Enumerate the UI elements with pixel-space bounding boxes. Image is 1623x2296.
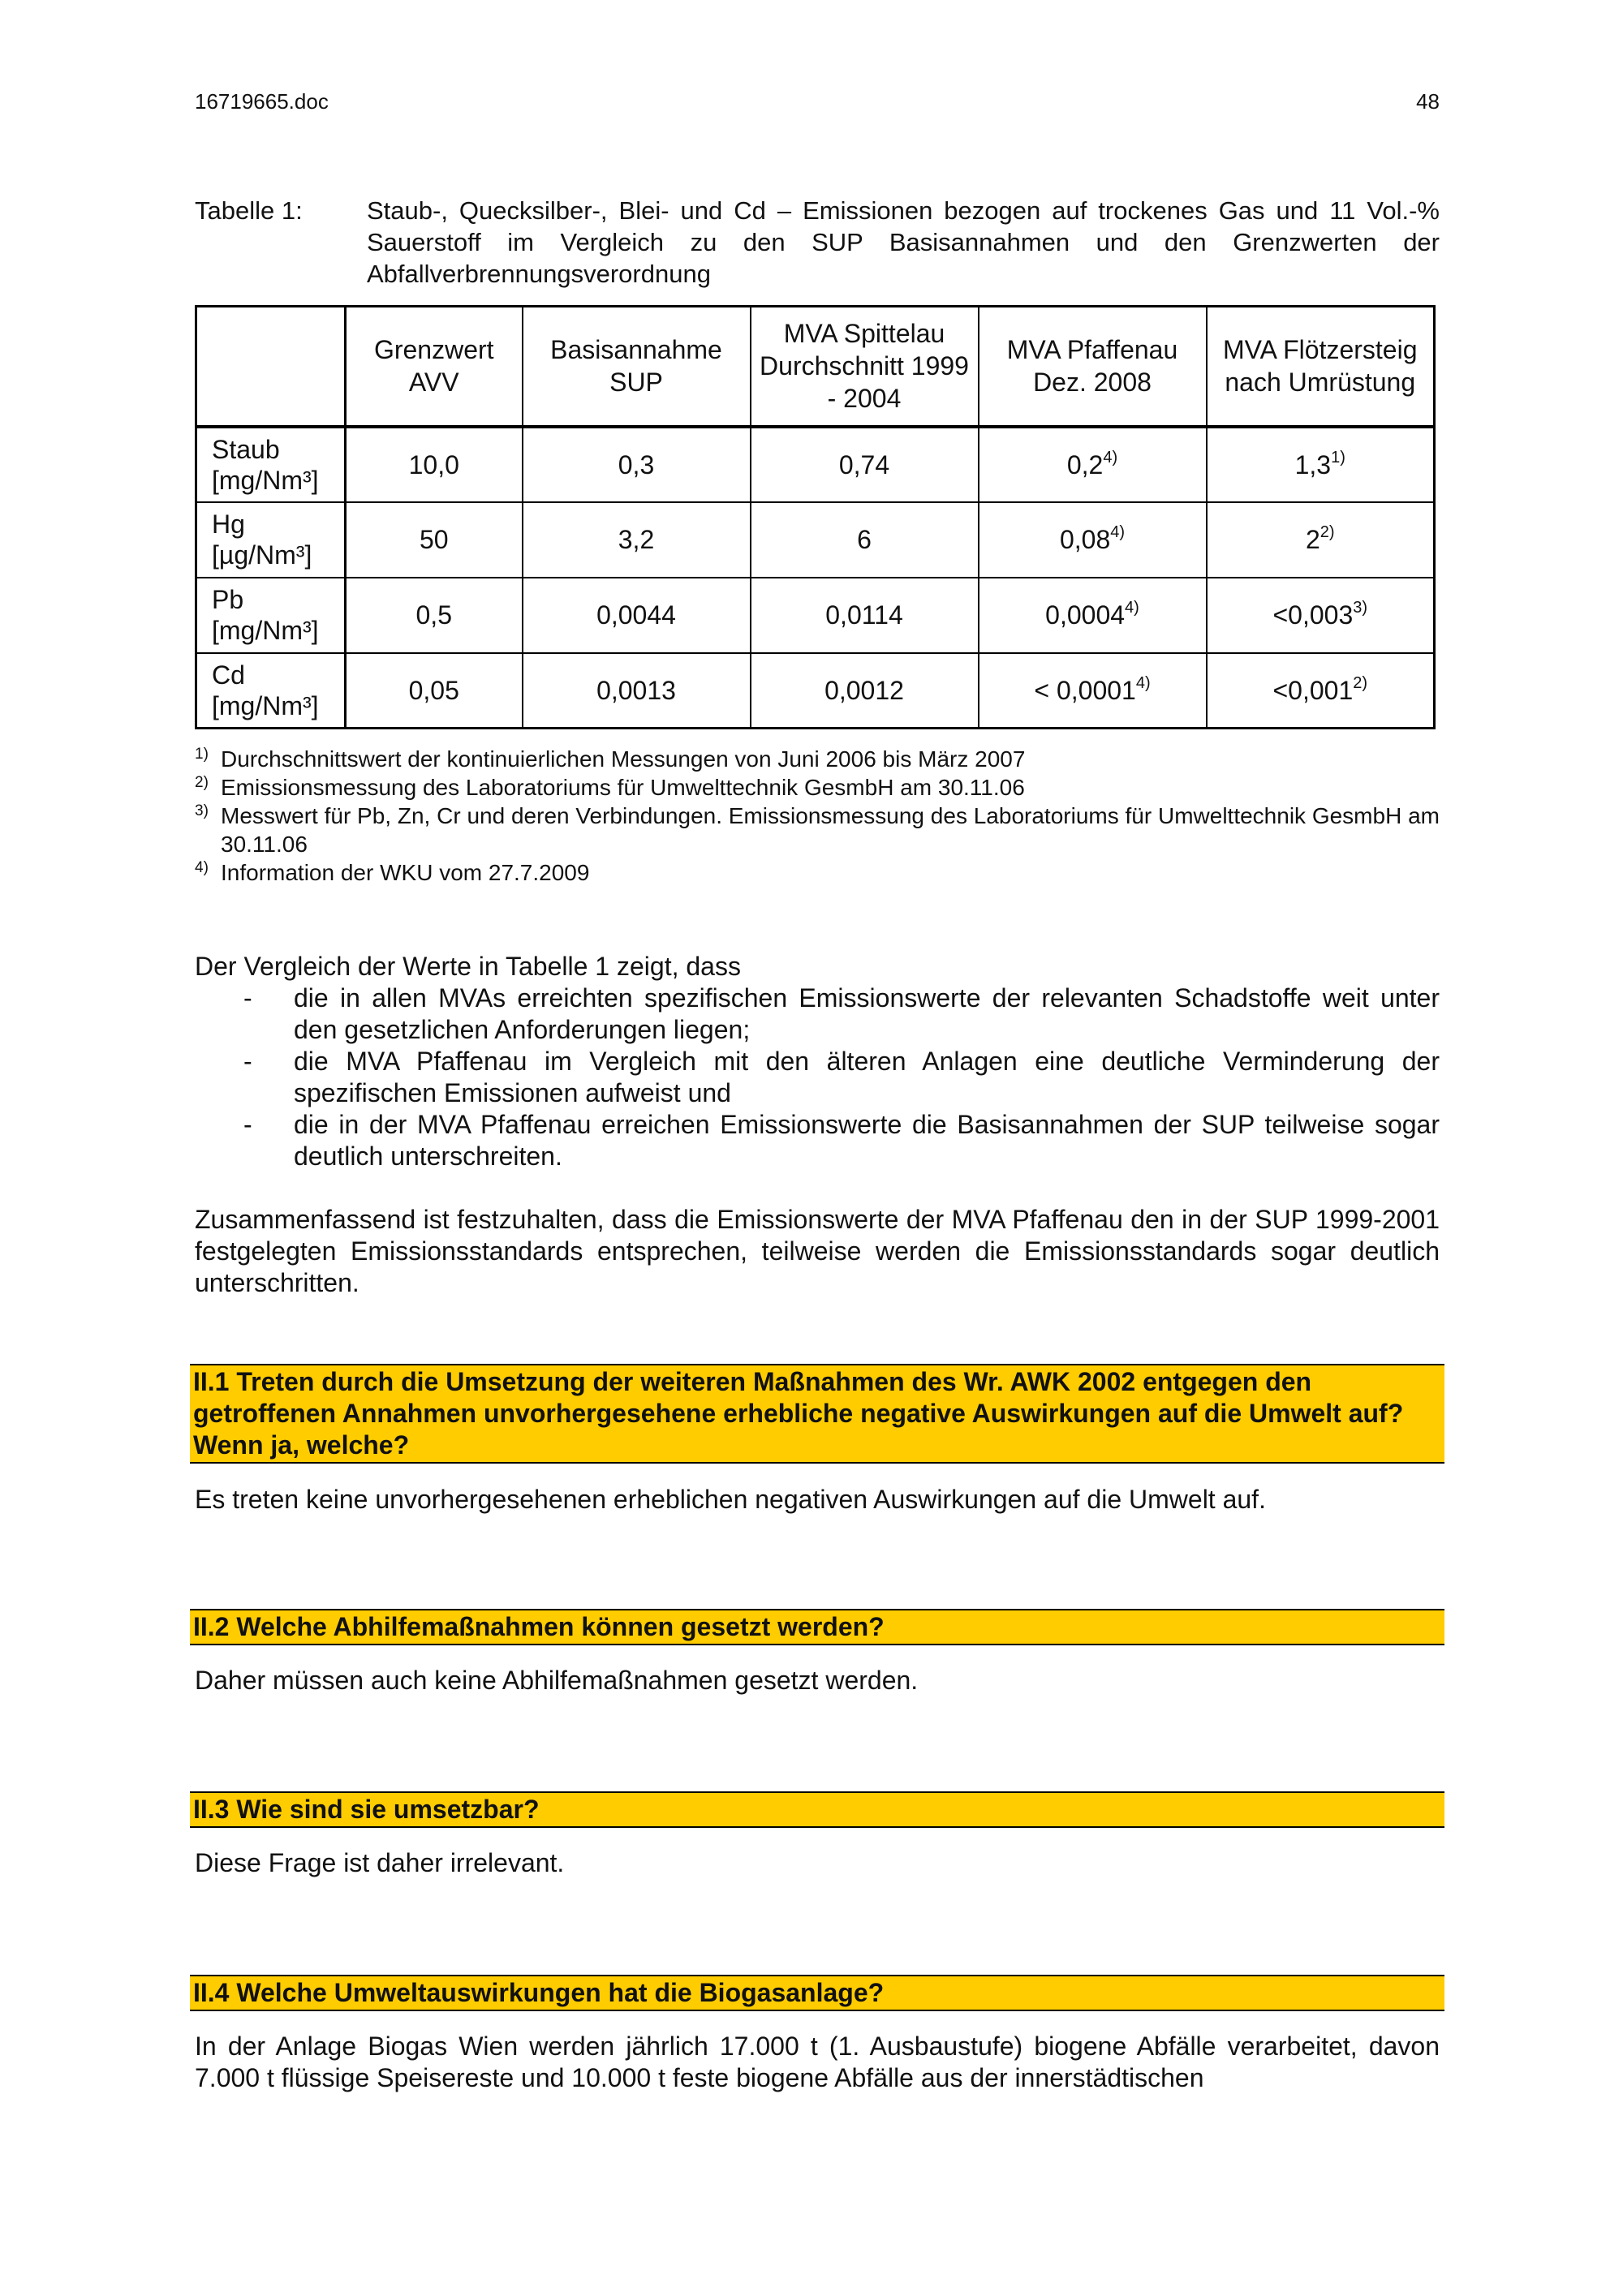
table-cell: 0,0013 [523, 653, 751, 729]
table-cell [1207, 427, 1435, 502]
table-cell [979, 653, 1207, 729]
section-body-ii-3: Diese Frage ist daher irrelevant. [195, 1848, 565, 1877]
footnote-number: 2) [195, 774, 209, 791]
section-heading-ii-1: II.1 Treten durch die Umsetzung der weiteren Maßnahmen des Wr. AWK 2002 entgegen den getroffenen Annahmen unvorhergesehene erhebliche negative Auswirkungen auf die Umwelt auf? Wenn ja, welche? [190, 1364, 1444, 1464]
section-heading-ii-2: II.2 Welche Abhilfemaßnahmen können gesetzt werden? [190, 1609, 1444, 1645]
list-item [195, 1109, 1440, 1172]
table-row-label: Pb [mg/Nm³] [196, 578, 346, 653]
table-cell [1207, 653, 1435, 729]
table-caption-label: Tabelle 1: [195, 196, 303, 225]
table-cell: 0,3 [523, 427, 751, 502]
table-row [196, 653, 1435, 729]
footnote-ref: 1) [1331, 448, 1345, 467]
table-caption-text: Staub-, Quecksilber-, Blei- und Cd – Emissionen bezogen auf trockenes Gas und 11 Vol.-% Sauerstoff im Vergleich zu den SUP Basisannahmen und den Grenzwerten der Abfallverbrennungsverordnung [367, 196, 1440, 288]
footnote-ref: 4) [1110, 523, 1126, 541]
table-cell: 0,0012 [751, 653, 979, 729]
table-cell-value: <0,003 [1272, 600, 1354, 630]
footnote [195, 858, 1440, 887]
table-header-grenzwert: Grenzwert AVV [346, 307, 523, 427]
table-caption [195, 195, 1440, 290]
bullet-dash: - [243, 983, 252, 1013]
footnote-text: Durchschnittswert der kontinuierlichen Messungen von Juni 2006 bis März 2007 [221, 746, 1026, 772]
table-header-floetzersteig: MVA Flötzersteig nach Umrüstung [1207, 307, 1435, 427]
table-cell: 10,0 [346, 427, 523, 502]
table-cell-value: 0,0004 [1045, 600, 1126, 630]
list-item-text: die in der MVA Pfaffenau erreichen Emissionswerte die Basisannahmen der SUP teilweise sogar deutlich unterschreiten. [294, 1110, 1440, 1171]
table-cell [1207, 578, 1435, 653]
table-row [196, 427, 1435, 502]
table-cell: 0,74 [751, 427, 979, 502]
table-cell-value: 0,08 [1059, 525, 1111, 554]
table-cell: 0,5 [346, 578, 523, 653]
footnote-number: 3) [195, 802, 209, 819]
table-row [196, 578, 1435, 653]
footnote [195, 802, 1440, 858]
section-body-ii-4: In der Anlage Biogas Wien werden jährlich 17.000 t (1. Ausbaustufe) biogene Abfälle verarbeitet, davon 7.000 t flüssige Speisereste und 10.000 t feste biogene Abfälle aus der innerstädtischen [195, 2032, 1440, 2092]
table-row-label: Cd [mg/Nm³] [196, 653, 346, 729]
table-header-basisannahme: Basisannahme SUP [523, 307, 751, 427]
footnote [195, 745, 1440, 773]
footnote-ref: 2) [1319, 523, 1335, 541]
table-cell-value: <0,001 [1272, 675, 1354, 705]
footnote-text: Emissionsmessung des Laboratoriums für Umwelttechnik GesmbH am 30.11.06 [221, 775, 1025, 800]
comparison-intro: Der Vergleich der Werte in Tabelle 1 zeigt, dass [195, 952, 741, 981]
table-cell: 0,05 [346, 653, 523, 729]
section-heading-ii-4: II.4 Welche Umweltauswirkungen hat die Biogasanlage? [190, 1975, 1444, 2011]
emissions-table [195, 305, 1436, 729]
table-cell-value: 2 [1305, 525, 1320, 554]
list-item-text: die MVA Pfaffenau im Vergleich mit den älteren Anlagen eine deutliche Verminderung der spezifischen Emissionen aufweist und [294, 1047, 1440, 1107]
table-cell [979, 578, 1207, 653]
table-row [196, 502, 1435, 578]
footnote-ref: 4) [1135, 673, 1151, 692]
footnote [195, 773, 1440, 802]
footnote-text: Messwert für Pb, Zn, Cr und deren Verbindungen. Emissionsmessung des Laboratoriums für Umwelttechnik GesmbH am 30.11.06 [221, 803, 1440, 857]
section-body-ii-1: Es treten keine unvorhergesehenen erheblichen negativen Auswirkungen auf die Umwelt auf. [195, 1485, 1266, 1514]
summary-paragraph: Zusammenfassend ist festzuhalten, dass die Emissionswerte der MVA Pfaffenau den in der SUP 1999-2001 festgelegten Emissionsstandards entsprechen, teilweise werden die Emissionsstandards sogar deutlich unterschritten. [195, 1205, 1440, 1297]
list-item [195, 1046, 1440, 1109]
footnote-number: 4) [195, 859, 209, 876]
bullet-dash: - [243, 1110, 252, 1139]
table-cell: 6 [751, 502, 979, 578]
header-page-number: 48 [1416, 89, 1440, 114]
section-heading-ii-3: II.3 Wie sind sie umsetzbar? [190, 1791, 1444, 1828]
footnotes [195, 745, 1440, 887]
footnote-ref: 4) [1103, 448, 1118, 467]
table-row-label: Hg [µg/Nm³] [196, 502, 346, 578]
table-cell-value: < 0,0001 [1034, 675, 1136, 705]
footnote-ref: 3) [1353, 599, 1368, 617]
table-cell-value: 0,2 [1066, 449, 1104, 479]
table-header-empty [196, 307, 346, 427]
table-cell [979, 427, 1207, 502]
footnote-text: Information der WKU vom 27.7.2009 [221, 860, 590, 885]
header-filename: 16719665.doc [195, 89, 329, 114]
list-item-text: die in allen MVAs erreichten spezifischen Emissionswerte der relevanten Schadstoffe weit unter den gesetzlichen Anforderungen liegen; [294, 983, 1440, 1044]
footnote-ref: 4) [1125, 599, 1139, 617]
table-cell: 0,0114 [751, 578, 979, 653]
table-cell: 50 [346, 502, 523, 578]
table-cell: 3,2 [523, 502, 751, 578]
comparison-bullet-list [195, 982, 1440, 1172]
table-cell-value: 1,3 [1294, 449, 1332, 479]
table-cell: 0,0044 [523, 578, 751, 653]
table-header-pfaffenau: MVA Pfaffenau Dez. 2008 [979, 307, 1207, 427]
table-header-spittelau: MVA Spittelau Durchschnitt 1999 - 2004 [751, 307, 979, 427]
bullet-dash: - [243, 1047, 252, 1076]
footnote-ref: 2) [1353, 673, 1368, 692]
section-body-ii-2: Daher müssen auch keine Abhilfemaßnahmen gesetzt werden. [195, 1666, 919, 1695]
table-cell [1207, 502, 1435, 578]
table-header-row [196, 307, 1435, 427]
list-item [195, 982, 1440, 1046]
footnote-number: 1) [195, 746, 209, 763]
table-row-label: Staub [mg/Nm³] [196, 427, 346, 502]
table-cell [979, 502, 1207, 578]
